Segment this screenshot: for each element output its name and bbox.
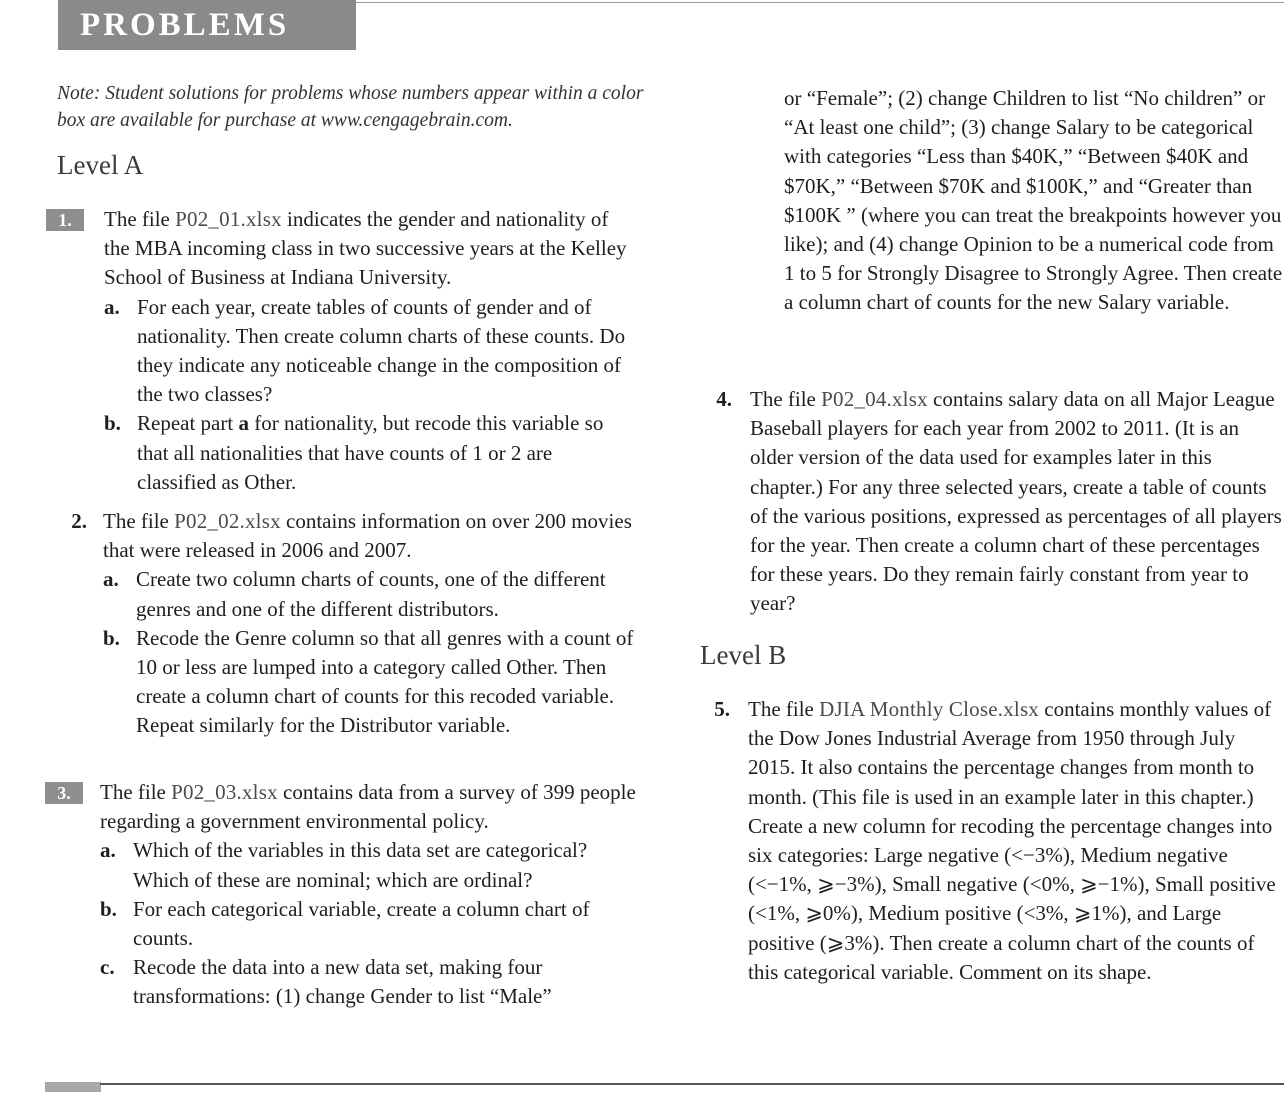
part-label: b.: [100, 896, 117, 921]
problem-3-a-text: Which of the variables in this data set are categorical? Which of these are nominal; which are ordinal?: [133, 838, 588, 892]
problem-1-file: P02_01.xlsx: [175, 207, 282, 231]
level-b-heading: Level B: [700, 640, 787, 670]
problem-2-file: P02_02.xlsx: [174, 509, 281, 533]
problem-3-c-text-left: Recode the data into a new data set, making four transformations: (1) change Gender to list “Male”: [133, 955, 552, 1009]
part-label: b.: [103, 625, 120, 650]
problem-3-part-b: [100, 895, 638, 953]
part-label: a.: [103, 567, 119, 592]
part-label: b.: [104, 411, 121, 436]
problem-2-a-text: Create two column charts of counts, one of the different genres and one of the different distributors.: [136, 567, 606, 621]
problem-1-b-post: for nationality, but recode this variable so that all nationalities that have counts of 1 or 2 are classified as Other.: [137, 411, 604, 494]
note-text: Note: Student solutions for problems whose numbers appear within a color box are available for purchase at www.cengagebrain.com.: [57, 83, 644, 131]
top-rule: [355, 2, 1284, 3]
problems-banner: PROBLEMS: [58, 0, 356, 50]
problem-5-file: DJIA Monthly Close.xlsx: [819, 697, 1040, 721]
problem-3: [57, 778, 638, 1012]
part-label: c.: [100, 955, 115, 980]
problem-5-intro-pre: The file: [748, 697, 820, 721]
problem-3-intro-pre: The file: [100, 780, 172, 804]
problem-1: [58, 205, 636, 497]
level-a-heading: Level A: [57, 150, 144, 180]
problem-3-c-continuation: or “Female”; (2) change Children to list “No children” or “At least one child”; (3) change Salary to be categorical with categories “Less than $40K,” “Between $40K and $70K,” “Between $70K and $100K,” and “Greater than $100K ” (where you can treat the breakpoints however you like); and (4) change Opinion to be a numerical code from 1 to 5 for Strongly Disagree to Strongly Agree. Then create a column chart of counts for the new Salary variable.: [784, 86, 1283, 315]
problem-2-part-b: [103, 624, 637, 741]
problem-1-a-text: For each year, create tables of counts of gender and of nationality. Then create column charts of these counts. Do they indicate any noticeable change in the composition of the two classes?: [137, 294, 626, 407]
problem-2-number: 2.: [71, 509, 87, 533]
problem-1-part-b: [104, 409, 636, 497]
problem-3-intro-post: contains data from a survey of 399 people regarding a government environmental policy.: [100, 780, 636, 834]
problem-3-part-c: [100, 953, 638, 1011]
problem-1-b-bold: a: [238, 411, 249, 436]
problem-1-part-a: [104, 293, 636, 410]
problem-2-intro-post: contains information on over 200 movies that were released in 2006 and 2007.: [103, 509, 632, 563]
problem-1-number: 1.: [46, 209, 84, 231]
problem-1-b-pre: Repeat part: [137, 411, 239, 436]
problem-2: [71, 507, 637, 741]
problem-2-intro-pre: The file: [103, 509, 175, 533]
problem-4-file: P02_04.xlsx: [821, 387, 928, 411]
problem-5-number: 5.: [714, 697, 730, 721]
problem-4-intro-pre: The file: [750, 387, 822, 411]
problem-2-part-a: [103, 565, 637, 623]
problem-3-b-text: For each categorical variable, create a column chart of counts.: [133, 896, 590, 951]
problem-1-intro-post: indicates the gender and nationality of the MBA incoming class in two successive years at the Kelley School of Business at Indiana University.: [104, 207, 627, 290]
problem-3-part-a: [100, 836, 638, 894]
problem-5: [714, 695, 1278, 987]
problem-1-intro-pre: The file: [104, 207, 176, 231]
problem-2-b-text: Recode the Genre column so that all genres with a count of 10 or less are lumped into a category called Other. Then create a column chart of counts for this recoded variable. Repeat similarly for the Distributor variable.: [136, 625, 634, 738]
footer-mark: [45, 1082, 101, 1092]
problem-5-intro-post: contains monthly values of the Dow Jones Industrial Average from 1950 through July 2015. It also contains the percentage changes from month to month. (This file is used in an example later in this chapter.) Create a new column for recoding the percentage changes into six categories: Large negative (<−3%), Medium negative (<−1%, ⩾−3%), Small negative (<0%, ⩾−1%), Small positive (<1%, ⩾0%), Medium positive (<3%, ⩾1%), and Large positive (⩾3%). Then create a column chart of the counts of this categorical variable. Comment on its shape.: [748, 697, 1276, 984]
problem-4: [716, 385, 1284, 619]
part-label: a.: [100, 838, 116, 863]
problem-4-number: 4.: [716, 387, 732, 411]
problem-3-file: P02_03.xlsx: [171, 780, 278, 804]
problem-4-intro-post: contains salary data on all Major League Baseball players for each year from 2002 to 2011. (It is an older version of the data used for examples later in this chapter.) For any three selected years, create a table of counts of the various positions, expressed as percentages of all players for the year. Then create a column chart of these percentages for these years. Do they remain fairly constant from year to year?: [750, 387, 1282, 616]
problem-3-number: 3.: [45, 782, 83, 804]
part-label: a.: [104, 294, 120, 319]
footer-rule: [100, 1083, 1284, 1085]
